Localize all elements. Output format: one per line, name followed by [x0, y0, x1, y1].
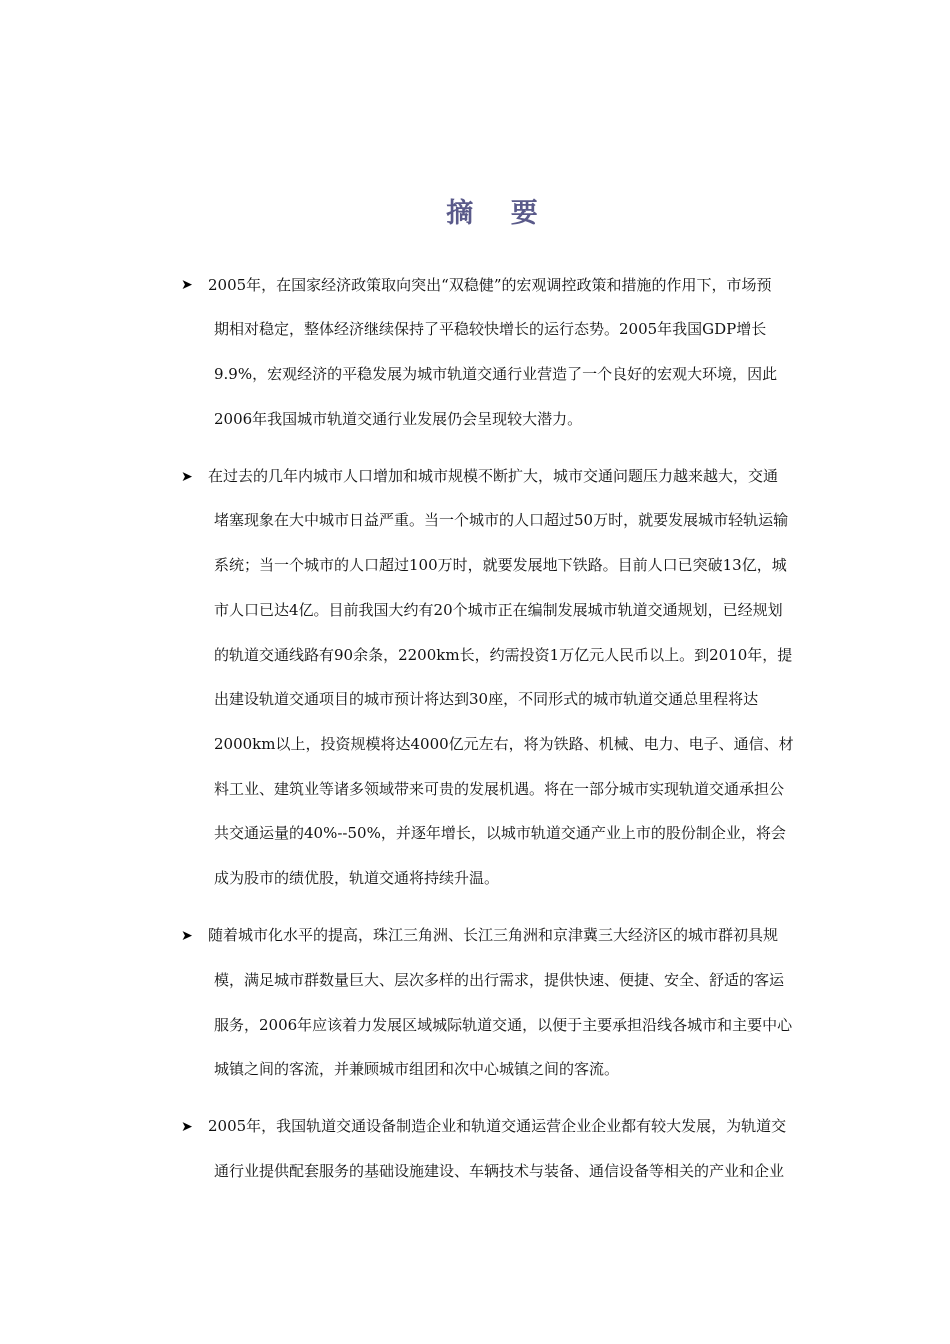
paragraph-line: 堵塞现象在大中城市日益严重。当一个城市的人口超过50万时，就要发展城市轻轨运输	[214, 511, 789, 529]
paragraph-line: 成为股市的绩优股，轨道交通将持续升温。	[214, 869, 500, 887]
paragraph-line: 料工业、建筑业等诸多领域带来可贵的发展机遇。将在一部分城市实现轨道交通承担公	[214, 780, 785, 798]
paragraph-line: 2005年，在国家经济政策取向突出“双稳健”的宏观调控政策和措施的作用下，市场预	[208, 276, 772, 294]
arrow-bullet-icon: ➤	[181, 277, 193, 293]
paragraph-line: 服务，2006年应该着力发展区域城际轨道交通，以便于主要承担沿线各城市和主要中心	[214, 1016, 793, 1034]
paragraph-line: 9.9%，宏观经济的平稳发展为城市轨道交通行业营造了一个良好的宏观大环境，因此	[214, 365, 778, 383]
paragraph-line: 出建设轨道交通项目的城市预计将达到30座，不同形式的城市轨道交通总里程将达	[214, 690, 759, 708]
paragraph-line: 城镇之间的客流，并兼顾城市组团和次中心城镇之间的客流。	[214, 1060, 620, 1078]
paragraph-line: 2005年，我国轨道交通设备制造企业和轨道交通运营企业企业都有较大发展，为轨道交	[208, 1117, 787, 1135]
paragraph-line: 随着城市化水平的提高，珠江三角洲、长江三角洲和京津冀三大经济区的城市群初具规	[208, 926, 779, 944]
page-title: 摘 要	[446, 198, 552, 229]
paragraph-line: 市人口已达4亿。目前我国大约有20个城市正在编制发展城市轨道交通规划，已经规划	[214, 601, 783, 619]
arrow-bullet-icon: ➤	[181, 1119, 193, 1135]
paragraph-line: 2000km以上，投资规模将达4000亿元左右，将为铁路、机械、电力、电子、通信、材	[214, 735, 794, 753]
paragraph-line: 期相对稳定，整体经济继续保持了平稳较快增长的运行态势。2005年我国GDP增长	[214, 320, 767, 338]
paragraph-line: 模，满足城市群数量巨大、层次多样的出行需求，提供快速、便捷、安全、舒适的客运	[214, 971, 785, 989]
paragraph-line: 系统；当一个城市的人口超过100万时，就要发展地下铁路。目前人口已突破13亿，城	[214, 556, 787, 574]
arrow-bullet-icon: ➤	[181, 928, 193, 944]
paragraph-line: 通行业提供配套服务的基础设施建设、车辆技术与装备、通信设备等相关的产业和企业	[214, 1162, 785, 1180]
paragraph-line: 2006年我国城市轨道交通行业发展仍会呈现较大潜力。	[214, 410, 583, 428]
paragraph-line: 在过去的几年内城市人口增加和城市规模不断扩大，城市交通问题压力越来越大，交通	[208, 467, 779, 485]
paragraph-line: 的轨道交通线路有90余条，2200km长，约需投资1万亿元人民币以上。到2010年，提	[214, 646, 793, 664]
paragraph-line: 共交通运量的40%--50%，并逐年增长，以城市轨道交通产业上市的股份制企业，将会	[214, 824, 786, 842]
arrow-bullet-icon: ➤	[181, 469, 193, 485]
